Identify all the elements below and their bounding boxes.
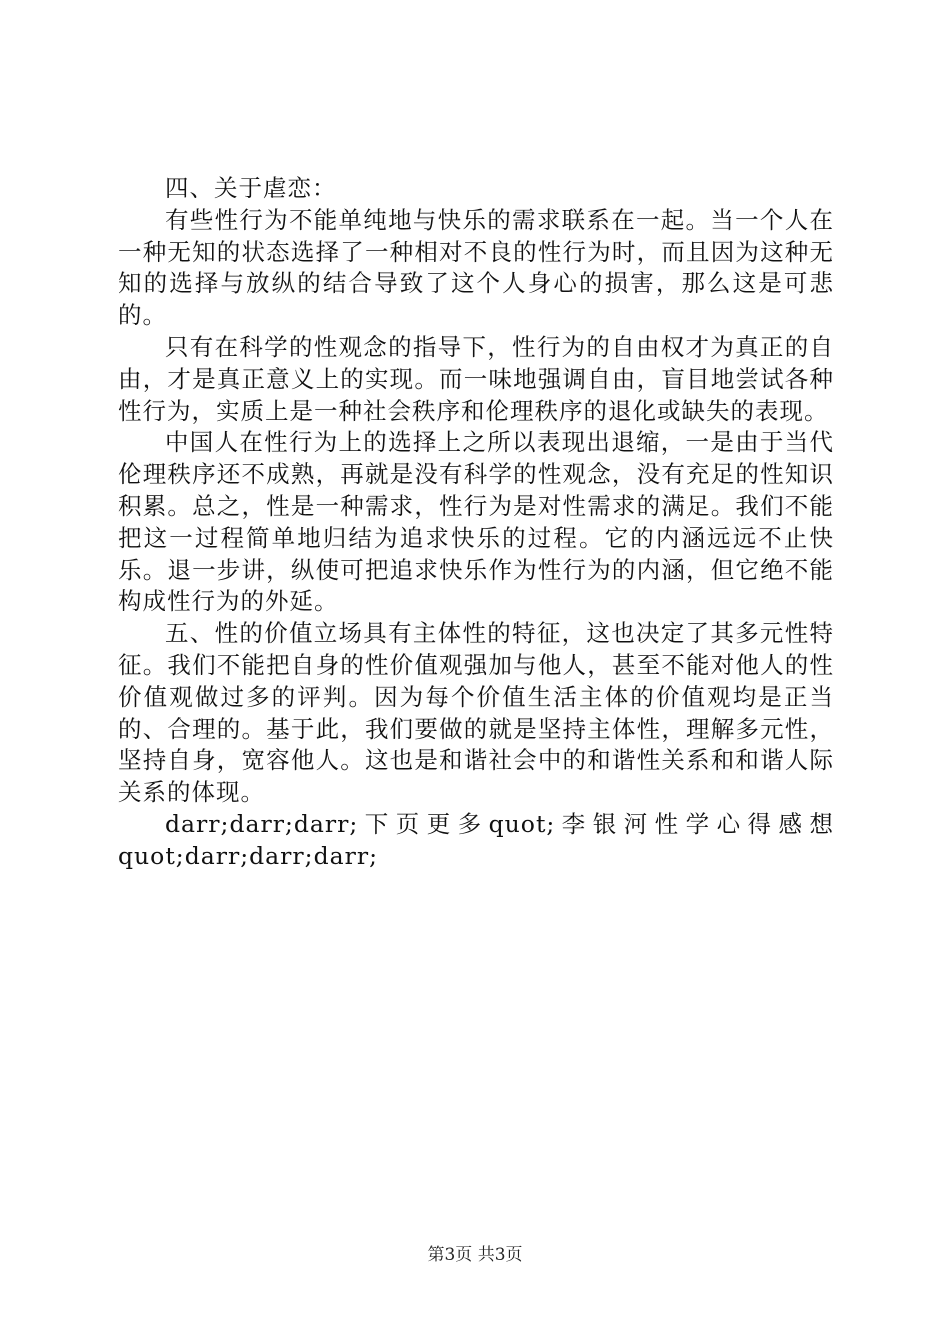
section-heading-4: 四、关于虐恋：	[165, 174, 337, 202]
section-paragraph-5: 五、性的价值立场具有主体性的特征，这也决定了其多元性特征。我们不能把自身的性价值观强加与他人，甚至不能对他人的性价值观做过多的评判。因为每个价值生活主体的价值观均是正当的、合理的。基于此，我们要做的就是坚持主体性，理解多元性，坚持自身，宽容他人。这也是和谐社会中的和谐性关系和和谐人际关系的体现。	[118, 619, 834, 807]
paragraph: 只有在科学的性观念的指导下，性行为的自由权才为真正的自由，才是真正意义上的实现。而一味地强调自由，盲目地尝试各种性行为，实质上是一种社会秩序和伦理秩序的退化或缺失的表现。	[118, 332, 834, 425]
document-body	[118, 173, 834, 873]
paragraph: 有些性行为不能单纯地与快乐的需求联系在一起。当一个人在一种无知的状态选择了一种相对不良的性行为时，而且因为这种无知的选择与放纵的结合导致了这个人身心的损害，那么这是可悲的。	[118, 205, 834, 330]
more-link-line: darr;darr;darr;下页更多quot;李银河性学心得感想	[165, 809, 834, 838]
more-link-line-continued: quot;darr;darr;darr;	[118, 841, 379, 870]
page-number-footer: 第3页 共3页	[427, 1245, 523, 1265]
paragraph: 中国人在性行为上的选择上之所以表现出退缩，一是由于当代伦理秩序还不成熟，再就是没有科学的性观念，没有充足的性知识积累。总之，性是一种需求，性行为是对性需求的满足。我们不能把这一过程简单地归结为追求快乐的过程。它的内涵远远不止快乐。退一步讲，纵使可把追求快乐作为性行为的内涵，但它绝不能构成性行为的外延。	[118, 428, 834, 616]
